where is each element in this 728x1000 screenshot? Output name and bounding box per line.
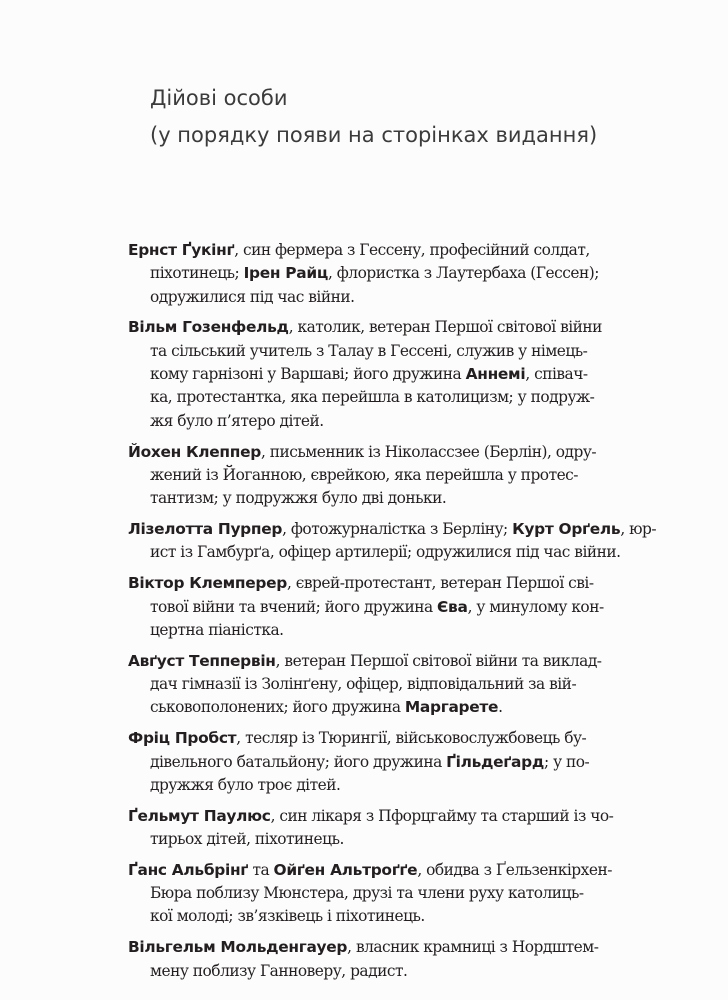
character-entry	[128, 441, 612, 511]
entry-text: ка, протестантка, яка перейшла в католицизм; у подруж-	[150, 388, 595, 407]
heading-title: Дійові особи	[150, 86, 288, 110]
entry-text: дівельного батальйону; його дружина	[150, 752, 447, 771]
entry-line	[128, 572, 612, 595]
entry-text: , письменник із Ніколассзее (Берлін), одру-	[260, 442, 597, 461]
entry-line	[128, 386, 612, 409]
heading-subtitle: (у порядку появи на сторінках видання)	[150, 123, 598, 147]
entry-line	[128, 464, 612, 487]
character-entry	[128, 572, 612, 642]
entry-text: , єврей-протестант, ветеран Першої сві-	[286, 574, 594, 593]
entry-line	[128, 619, 612, 642]
entry-text: , син фермера з Гессену, професійний солдат,	[234, 241, 590, 259]
character-entry	[128, 316, 612, 432]
entry-line	[128, 828, 612, 851]
entry-text: тантизм; у подружжя було дві доньки.	[150, 489, 447, 508]
entry-text: жений із Йоганною, єврейкою, яка перейшла у протес-	[150, 465, 579, 484]
entry-text: , ветеран Першої світової війни та виклад-	[275, 651, 602, 670]
entry-line	[128, 262, 612, 285]
person-name: Вільгельм Мольденгауер	[128, 938, 348, 957]
person-name: Ґельмут Паулюс	[128, 806, 271, 825]
character-entry	[128, 859, 612, 929]
entry-line	[128, 441, 612, 464]
entry-text: та сільський учитель з Талау в Гессені, служив у німець-	[150, 341, 588, 360]
person-name: Авґуст Теппервін	[128, 651, 276, 670]
entry-text: .	[498, 698, 503, 717]
entry-line	[128, 774, 612, 797]
entry-line	[128, 596, 612, 619]
entry-line	[128, 696, 612, 719]
entry-text: , син лікаря з Пфорцгайму та старший із чо-	[270, 806, 614, 825]
person-name: Маргарете	[404, 698, 499, 717]
entry-text: жя було п’ятеро дітей.	[150, 411, 324, 430]
person-name: Ірен Райц	[243, 264, 328, 283]
entry-text: ист із Гамбурґа, офіцер артилерії; одружилися під час війни.	[150, 543, 621, 562]
entry-text: ; у по-	[544, 752, 590, 771]
person-name: Ойґен Альтроґґе	[273, 860, 418, 879]
entry-text: тирьох дітей, піхотинець.	[150, 829, 344, 848]
entry-text: Бюра поблизу Мюнстера, друзі та члени руху католиць-	[150, 884, 584, 903]
character-entry	[128, 936, 612, 983]
entry-line	[128, 239, 612, 262]
entry-text: одружилися під час війни.	[150, 287, 355, 306]
entry-line	[128, 859, 612, 882]
person-name: Курт Орґель	[512, 520, 621, 539]
entry-text: , католик, ветеран Першої світової війни	[288, 318, 602, 337]
person-name: Єва	[437, 597, 468, 616]
entry-line	[128, 905, 612, 928]
entry-text: тової війни та вчений; його дружина	[150, 597, 438, 616]
entry-line	[128, 650, 612, 673]
entry-text: та	[248, 860, 274, 879]
entry-text: , тесляр із Тюрингії, військовослужбовець бу-	[236, 729, 587, 748]
entry-line	[128, 751, 612, 774]
character-entry	[128, 727, 612, 797]
entry-line	[128, 518, 657, 541]
character-list	[128, 239, 657, 983]
entry-text: дружжя було троє дітей.	[150, 775, 341, 794]
section-heading	[128, 80, 612, 154]
entry-line	[128, 541, 621, 564]
character-entry	[128, 650, 612, 720]
entry-text: піхотинець;	[150, 264, 244, 283]
person-name: Аннемі	[465, 365, 526, 384]
entry-line	[128, 340, 612, 363]
character-entry	[128, 239, 612, 309]
entry-text: ськовополонених; його дружина	[150, 698, 405, 717]
entry-text: кому гарнізоні у Варшаві; його дружина	[150, 365, 466, 384]
entry-text: , фотожурналістка з Берліну;	[282, 520, 513, 539]
page	[128, 80, 657, 991]
entry-text: дач гімназії із Золінґену, офіцер, відповідальний за вій-	[150, 675, 577, 694]
entry-text: кої молоді; зв’язківець і піхотинець.	[150, 907, 425, 926]
entry-line	[128, 410, 612, 433]
person-name: Ґанс Альбрінґ	[128, 860, 249, 879]
entry-text: мену поблизу Ганноверу, радист.	[150, 961, 408, 980]
entry-text: цертна піаністка.	[150, 620, 284, 639]
entry-text: , у минулому кон-	[467, 597, 604, 616]
entry-line	[128, 960, 612, 983]
person-name: Ернст Ґукінґ	[128, 241, 235, 259]
entry-line	[128, 286, 612, 309]
entry-line	[128, 316, 612, 339]
entry-line	[128, 882, 612, 905]
person-name: Вільм Гозенфельд	[128, 318, 289, 337]
entry-line	[128, 936, 612, 959]
person-name: Лізелотта Пурпер	[128, 520, 283, 539]
entry-text: , співач-	[525, 365, 588, 384]
person-name: Йохен Клеппер	[128, 442, 261, 461]
entry-line	[128, 805, 612, 828]
entry-line	[128, 673, 612, 696]
character-entry	[128, 805, 612, 852]
entry-text: , юр-	[620, 520, 657, 539]
entry-line	[128, 363, 612, 386]
entry-line	[128, 487, 612, 510]
entry-line	[128, 727, 612, 750]
entry-text: , власник крамниці з Нордштем-	[347, 938, 599, 957]
entry-text: , флористка з Лаутербаха (Гессен);	[327, 264, 599, 283]
character-entry	[128, 518, 657, 565]
person-name: Ґільдеґард	[446, 752, 544, 771]
person-name: Віктор Клемперер	[128, 574, 287, 593]
entry-text: , обидва з Ґельзенкірхен-	[417, 860, 612, 879]
person-name: Фріц Пробст	[128, 729, 237, 748]
